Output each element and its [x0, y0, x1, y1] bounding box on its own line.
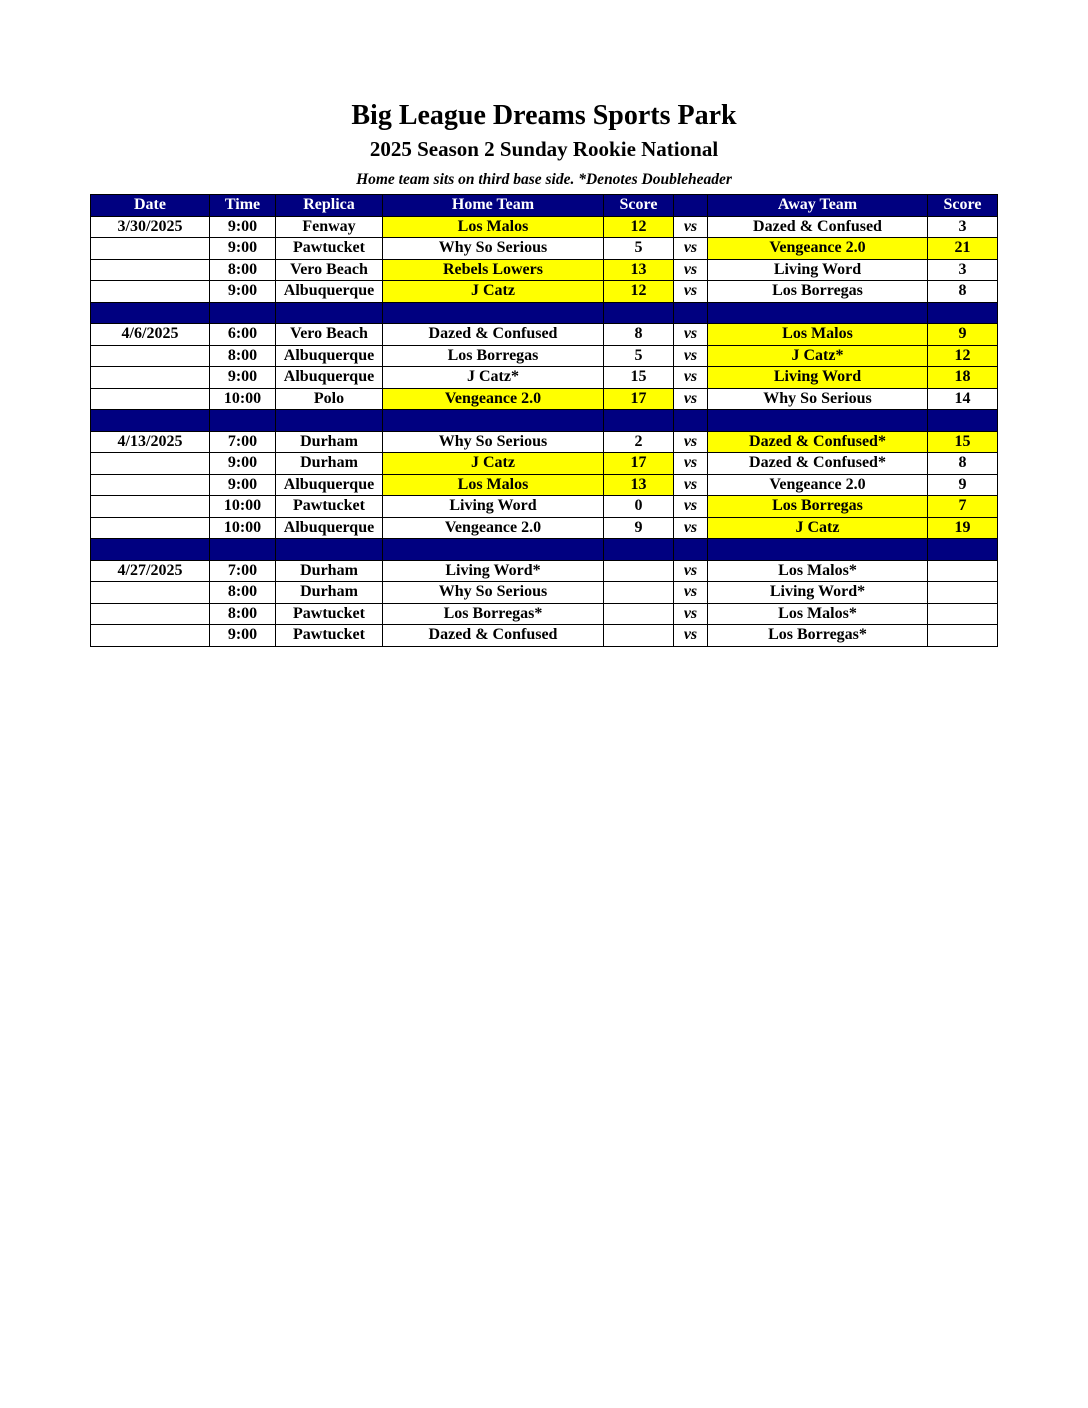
separator-cell: [276, 539, 383, 561]
separator-cell: [708, 410, 928, 432]
col-header-home-team: Home Team: [383, 195, 604, 217]
time-cell: 8:00: [210, 259, 276, 281]
table-row: [91, 238, 998, 260]
home-team-cell: Vengeance 2.0: [383, 517, 604, 539]
col-header-away-score: Score: [928, 195, 998, 217]
date-cell: [91, 474, 210, 496]
home-team-cell: J Catz: [383, 281, 604, 303]
home-score-cell: 17: [604, 388, 674, 410]
table-row: [91, 582, 998, 604]
away-team-cell: Why So Serious: [708, 388, 928, 410]
separator-cell: [276, 410, 383, 432]
vs-cell: vs: [674, 431, 708, 453]
separator-cell: [210, 410, 276, 432]
separator-cell: [708, 539, 928, 561]
vs-cell: vs: [674, 367, 708, 389]
time-cell: 7:00: [210, 431, 276, 453]
vs-cell: vs: [674, 582, 708, 604]
separator-cell: [928, 302, 998, 324]
away-team-cell: Vengeance 2.0: [708, 238, 928, 260]
replica-cell: Albuquerque: [276, 281, 383, 303]
away-score-cell: 12: [928, 345, 998, 367]
date-cell: [91, 259, 210, 281]
away-team-cell: J Catz: [708, 517, 928, 539]
date-cell: [91, 517, 210, 539]
time-cell: 6:00: [210, 324, 276, 346]
vs-cell: vs: [674, 496, 708, 518]
table-row: [91, 367, 998, 389]
vs-cell: vs: [674, 281, 708, 303]
home-score-cell: 12: [604, 216, 674, 238]
separator-cell: [276, 302, 383, 324]
time-cell: 8:00: [210, 603, 276, 625]
home-team-cell: Dazed & Confused: [383, 324, 604, 346]
home-team-cell: Los Malos: [383, 216, 604, 238]
home-score-cell: 2: [604, 431, 674, 453]
separator-cell: [91, 302, 210, 324]
away-team-cell: Los Malos*: [708, 560, 928, 582]
time-cell: 9:00: [210, 625, 276, 647]
separator-cell: [604, 302, 674, 324]
date-cell: [91, 345, 210, 367]
replica-cell: Durham: [276, 453, 383, 475]
separator-cell: [383, 410, 604, 432]
away-team-cell: J Catz*: [708, 345, 928, 367]
away-score-cell: 3: [928, 216, 998, 238]
vs-cell: vs: [674, 603, 708, 625]
table-row: [91, 281, 998, 303]
away-score-cell: [928, 560, 998, 582]
date-cell: [91, 238, 210, 260]
schedule-body: [91, 216, 998, 646]
home-team-cell: Living Word*: [383, 560, 604, 582]
separator-cell: [674, 410, 708, 432]
vs-cell: vs: [674, 259, 708, 281]
replica-cell: Albuquerque: [276, 517, 383, 539]
away-team-cell: Los Borregas: [708, 281, 928, 303]
separator-cell: [210, 302, 276, 324]
home-score-cell: 8: [604, 324, 674, 346]
week-separator-row: [91, 302, 998, 324]
away-team-cell: Living Word: [708, 259, 928, 281]
home-team-cell: Dazed & Confused: [383, 625, 604, 647]
time-cell: 9:00: [210, 453, 276, 475]
week-separator-row: [91, 539, 998, 561]
vs-cell: vs: [674, 560, 708, 582]
replica-cell: Albuquerque: [276, 345, 383, 367]
schedule-table: [90, 194, 998, 647]
away-score-cell: 8: [928, 281, 998, 303]
home-team-cell: Why So Serious: [383, 582, 604, 604]
separator-cell: [708, 302, 928, 324]
away-score-cell: 19: [928, 517, 998, 539]
vs-cell: vs: [674, 238, 708, 260]
home-score-cell: 5: [604, 345, 674, 367]
home-team-cell: Why So Serious: [383, 431, 604, 453]
time-cell: 9:00: [210, 281, 276, 303]
away-team-cell: Dazed & Confused*: [708, 431, 928, 453]
home-score-cell: 15: [604, 367, 674, 389]
home-team-cell: Los Borregas*: [383, 603, 604, 625]
separator-cell: [383, 539, 604, 561]
separator-cell: [91, 539, 210, 561]
date-cell: [91, 496, 210, 518]
away-team-cell: Los Malos*: [708, 603, 928, 625]
col-header-vs: [674, 195, 708, 217]
separator-cell: [91, 410, 210, 432]
away-score-cell: 14: [928, 388, 998, 410]
time-cell: 10:00: [210, 388, 276, 410]
table-row: [91, 259, 998, 281]
home-team-cell: Rebels Lowers: [383, 259, 604, 281]
date-cell: 4/6/2025: [91, 324, 210, 346]
page-subtitle: 2025 Season 2 Sunday Rookie National: [369, 137, 719, 161]
replica-cell: Polo: [276, 388, 383, 410]
page-title: Big League Dreams Sports Park: [351, 100, 737, 131]
home-score-cell: 12: [604, 281, 674, 303]
table-row: [91, 474, 998, 496]
table-row: [91, 324, 998, 346]
replica-cell: Vero Beach: [276, 259, 383, 281]
replica-cell: Vero Beach: [276, 324, 383, 346]
home-team-cell: Los Malos: [383, 474, 604, 496]
home-team-cell: Vengeance 2.0: [383, 388, 604, 410]
away-team-cell: Living Word: [708, 367, 928, 389]
date-cell: [91, 453, 210, 475]
home-team-cell: J Catz: [383, 453, 604, 475]
time-cell: 8:00: [210, 345, 276, 367]
away-team-cell: Dazed & Confused: [708, 216, 928, 238]
time-cell: 9:00: [210, 367, 276, 389]
home-team-cell: Living Word: [383, 496, 604, 518]
table-row: [91, 216, 998, 238]
time-cell: 10:00: [210, 496, 276, 518]
vs-cell: vs: [674, 625, 708, 647]
table-row: [91, 345, 998, 367]
col-header-date: Date: [91, 195, 210, 217]
date-cell: [91, 603, 210, 625]
date-cell: [91, 582, 210, 604]
date-cell: [91, 625, 210, 647]
vs-cell: vs: [674, 388, 708, 410]
col-header-time: Time: [210, 195, 276, 217]
table-row: [91, 517, 998, 539]
date-cell: 4/27/2025: [91, 560, 210, 582]
time-cell: 8:00: [210, 582, 276, 604]
table-row: [91, 625, 998, 647]
away-team-cell: Dazed & Confused*: [708, 453, 928, 475]
away-score-cell: 3: [928, 259, 998, 281]
home-team-cell: J Catz*: [383, 367, 604, 389]
away-score-cell: 15: [928, 431, 998, 453]
table-row: [91, 453, 998, 475]
replica-cell: Fenway: [276, 216, 383, 238]
replica-cell: Albuquerque: [276, 474, 383, 496]
replica-cell: Pawtucket: [276, 603, 383, 625]
replica-cell: Pawtucket: [276, 496, 383, 518]
replica-cell: Pawtucket: [276, 625, 383, 647]
date-cell: [91, 388, 210, 410]
week-separator-row: [91, 410, 998, 432]
home-score-cell: 0: [604, 496, 674, 518]
away-team-cell: Living Word*: [708, 582, 928, 604]
date-cell: 3/30/2025: [91, 216, 210, 238]
away-score-cell: 8: [928, 453, 998, 475]
table-header-row: [91, 195, 998, 217]
date-cell: [91, 367, 210, 389]
home-score-cell: 17: [604, 453, 674, 475]
date-cell: 4/13/2025: [91, 431, 210, 453]
away-score-cell: [928, 582, 998, 604]
table-row: [91, 496, 998, 518]
separator-cell: [383, 302, 604, 324]
home-score-cell: [604, 625, 674, 647]
away-score-cell: 18: [928, 367, 998, 389]
replica-cell: Durham: [276, 560, 383, 582]
time-cell: 10:00: [210, 517, 276, 539]
separator-cell: [674, 539, 708, 561]
home-score-cell: 13: [604, 259, 674, 281]
separator-cell: [928, 410, 998, 432]
home-score-cell: 5: [604, 238, 674, 260]
vs-cell: vs: [674, 517, 708, 539]
away-score-cell: 7: [928, 496, 998, 518]
replica-cell: Pawtucket: [276, 238, 383, 260]
away-score-cell: 21: [928, 238, 998, 260]
separator-cell: [210, 539, 276, 561]
table-row: [91, 560, 998, 582]
date-cell: [91, 281, 210, 303]
vs-cell: vs: [674, 216, 708, 238]
time-cell: 9:00: [210, 216, 276, 238]
away-score-cell: [928, 625, 998, 647]
home-score-cell: 13: [604, 474, 674, 496]
vs-cell: vs: [674, 453, 708, 475]
separator-cell: [604, 410, 674, 432]
col-header-replica: Replica: [276, 195, 383, 217]
away-team-cell: Vengeance 2.0: [708, 474, 928, 496]
away-score-cell: [928, 603, 998, 625]
vs-cell: vs: [674, 345, 708, 367]
away-team-cell: Los Malos: [708, 324, 928, 346]
vs-cell: vs: [674, 474, 708, 496]
away-score-cell: 9: [928, 324, 998, 346]
time-cell: 9:00: [210, 474, 276, 496]
away-team-cell: Los Borregas*: [708, 625, 928, 647]
time-cell: 7:00: [210, 560, 276, 582]
home-score-cell: 9: [604, 517, 674, 539]
home-score-cell: [604, 582, 674, 604]
time-cell: 9:00: [210, 238, 276, 260]
col-header-away-team: Away Team: [708, 195, 928, 217]
separator-cell: [604, 539, 674, 561]
replica-cell: Durham: [276, 431, 383, 453]
separator-cell: [928, 539, 998, 561]
home-score-cell: [604, 560, 674, 582]
vs-cell: vs: [674, 324, 708, 346]
home-team-cell: Why So Serious: [383, 238, 604, 260]
replica-cell: Albuquerque: [276, 367, 383, 389]
away-score-cell: 9: [928, 474, 998, 496]
table-row: [91, 603, 998, 625]
table-row: [91, 431, 998, 453]
table-row: [91, 388, 998, 410]
schedule-note: Home team sits on third base side. *Denotes Doubleheader: [356, 171, 732, 188]
separator-cell: [674, 302, 708, 324]
replica-cell: Durham: [276, 582, 383, 604]
away-team-cell: Los Borregas: [708, 496, 928, 518]
col-header-home-score: Score: [604, 195, 674, 217]
home-score-cell: [604, 603, 674, 625]
home-team-cell: Los Borregas: [383, 345, 604, 367]
